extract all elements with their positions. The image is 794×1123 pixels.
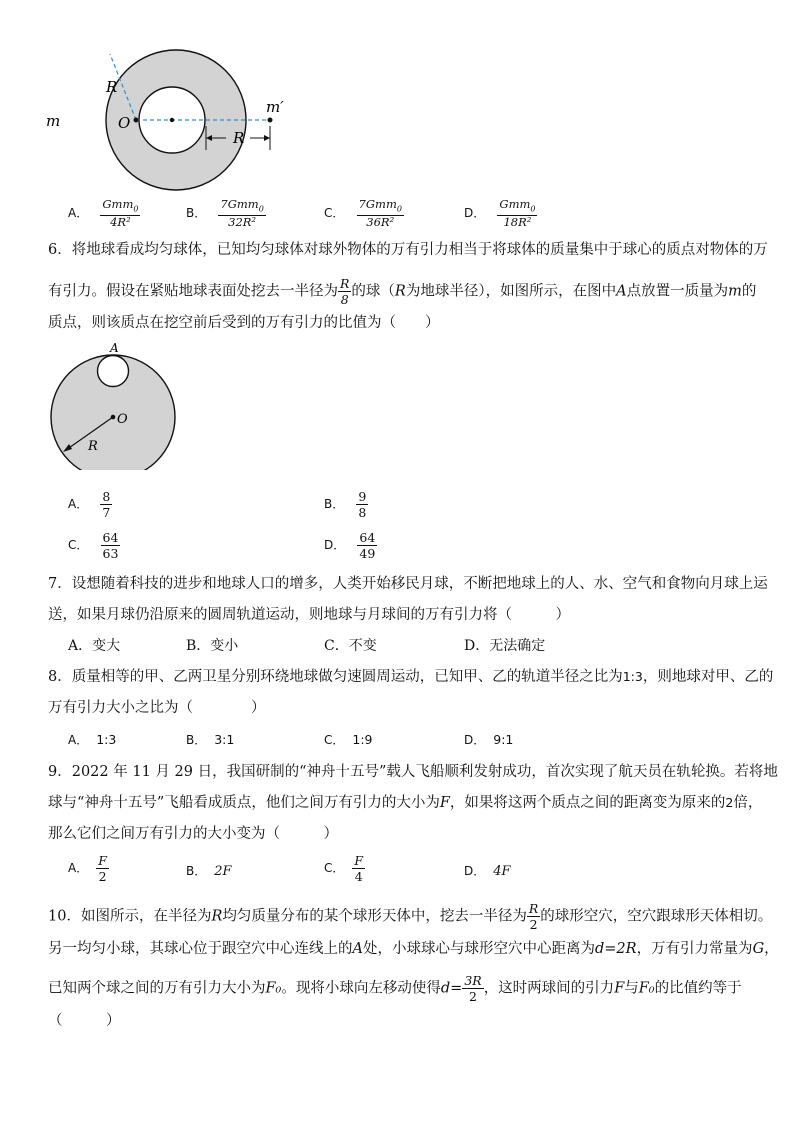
figure-sphere-cavity-svg (40, 48, 300, 198)
q9-option-b[interactable]: B． 2F (186, 864, 232, 879)
fig2-label-A: A (110, 341, 119, 355)
q7-option-c[interactable]: C．不变 (324, 638, 377, 654)
figure-earth-cavity-svg (44, 340, 184, 470)
q5-option-c[interactable]: C． $\frac{7Gmm_0}{\text{36R²}}$ (324, 197, 402, 230)
q8-option-a[interactable]: A． 1:3 (68, 732, 117, 747)
figure-sphere-cavity (40, 48, 300, 198)
q9-option-a[interactable]: A． $\frac{F}{2}$ (68, 853, 107, 884)
q7-option-a[interactable]: A．变大 (68, 638, 121, 654)
figure-earth-cavity (44, 340, 184, 470)
label-m: m (46, 112, 61, 130)
q10-line2: 另一均匀小球，其球心位于跟空穴中心连线上的A处，小球球心与球形空穴中心距离为d=2R，万有引力常量为G， (48, 941, 779, 957)
mprime-dot (268, 118, 273, 123)
q5-option-a[interactable]: A． $\frac{Gmm_0}{\text{4R²}}$ (68, 197, 139, 230)
q9-line1: 9．2022 年 11 月 29 日，我国研制的“神舟十五号”载人飞船顺利发射成功，首次实现了航天员在轨轮换。若将地 (48, 764, 778, 780)
label-R: R (106, 78, 118, 96)
q9-option-c[interactable]: C． $\frac{F}{4}$ (324, 853, 364, 884)
q9-option-d[interactable]: D． 4F (464, 864, 511, 879)
fig2-label-R: R (88, 439, 98, 454)
q7-option-b[interactable]: B．变小 (186, 638, 239, 654)
small-cavity (98, 356, 129, 387)
q10-line4: （ ） (48, 1013, 121, 1029)
q7-line1: 7．设想随着科技的进步和地球人口的增多，人类开始移民月球，不断把地球上的人、水、空气和食物向月球上运 (48, 576, 768, 592)
q6-option-d[interactable]: D． $\frac{64}{49}$ (324, 530, 376, 561)
q8-line1: 8．质量相等的甲、乙两卫星分别环绕地球做匀速圆周运动，已知甲、乙的轨道半径之比为1:3，则地球对甲、乙的 (48, 669, 774, 685)
cavity-center-dot (170, 118, 174, 122)
q8-option-b[interactable]: B． 3:1 (186, 732, 235, 747)
q5-option-d[interactable]: D． $\frac{Gmm_0}{\text{18R²}}$ (464, 197, 536, 230)
q6-option-a[interactable]: A． $\frac{8}{7}$ (68, 489, 111, 520)
q8-option-d[interactable]: D． 9:1 (464, 732, 514, 747)
q6-option-c[interactable]: C． $\frac{64}{63}$ (68, 530, 119, 561)
q10-line1: 10．如图所示，在半径为R均匀质量分布的某个球形天体中，挖去一半径为 $\frac{R}{2}$ 的球形空穴，空穴跟球形天体相切。 (48, 901, 773, 932)
q7-option-d[interactable]: D．无法确定 (464, 638, 546, 654)
q6-option-b[interactable]: B． $\frac{9}{8}$ (324, 489, 367, 520)
q6-line2: 有引力。假设在紧贴地球表面处挖去一半径为 $\frac{R}{8}$ 的球（R为地球半径），如图所示，在图中A点放置一质量为m的 (48, 276, 757, 307)
q9-line3: 那么它们之间万有引力的大小变为（ ） (48, 826, 338, 842)
q6-line1: 6．将地球看成均匀球体，已知均匀球体对球外物体的万有引力相当于将球体的质量集中于球心的质点对物体的万 (48, 242, 768, 258)
q8-line2: 万有引力大小之比为（ ） (48, 700, 266, 716)
label-dist-R: R (233, 129, 245, 147)
center-O-dot (134, 118, 139, 123)
label-O: O (118, 114, 131, 132)
label-mprime: m′ (266, 98, 284, 116)
q5-option-b[interactable]: B． $\frac{7Gmm_0}{\text{32R²}}$ (186, 197, 264, 230)
fig2-label-O: O (117, 412, 128, 427)
earth-center-dot (111, 415, 116, 420)
q8-option-c[interactable]: C． 1:9 (324, 732, 373, 747)
q9-line2: 球与“神舟十五号”飞船看成质点，他们之间万有引力的大小为F，如果将这两个质点之间的距离变为原来的2倍， (48, 795, 763, 811)
q7-line2: 送，如果月球仍沿原来的圆周轨道运动，则地球与月球间的万有引力将（ ） (48, 607, 570, 623)
dim-arrow-right (264, 135, 270, 141)
q6-line3: 质点，则该质点在挖空前后受到的万有引力的比值为（ ） (48, 315, 440, 331)
q10-line3: 已知两个球之间的万有引力大小为F₀。现将小球向左移动使得d= $\frac{3R}{2}$ ，这时两球间的引力F与F₀的比值约等于 (48, 973, 742, 1004)
